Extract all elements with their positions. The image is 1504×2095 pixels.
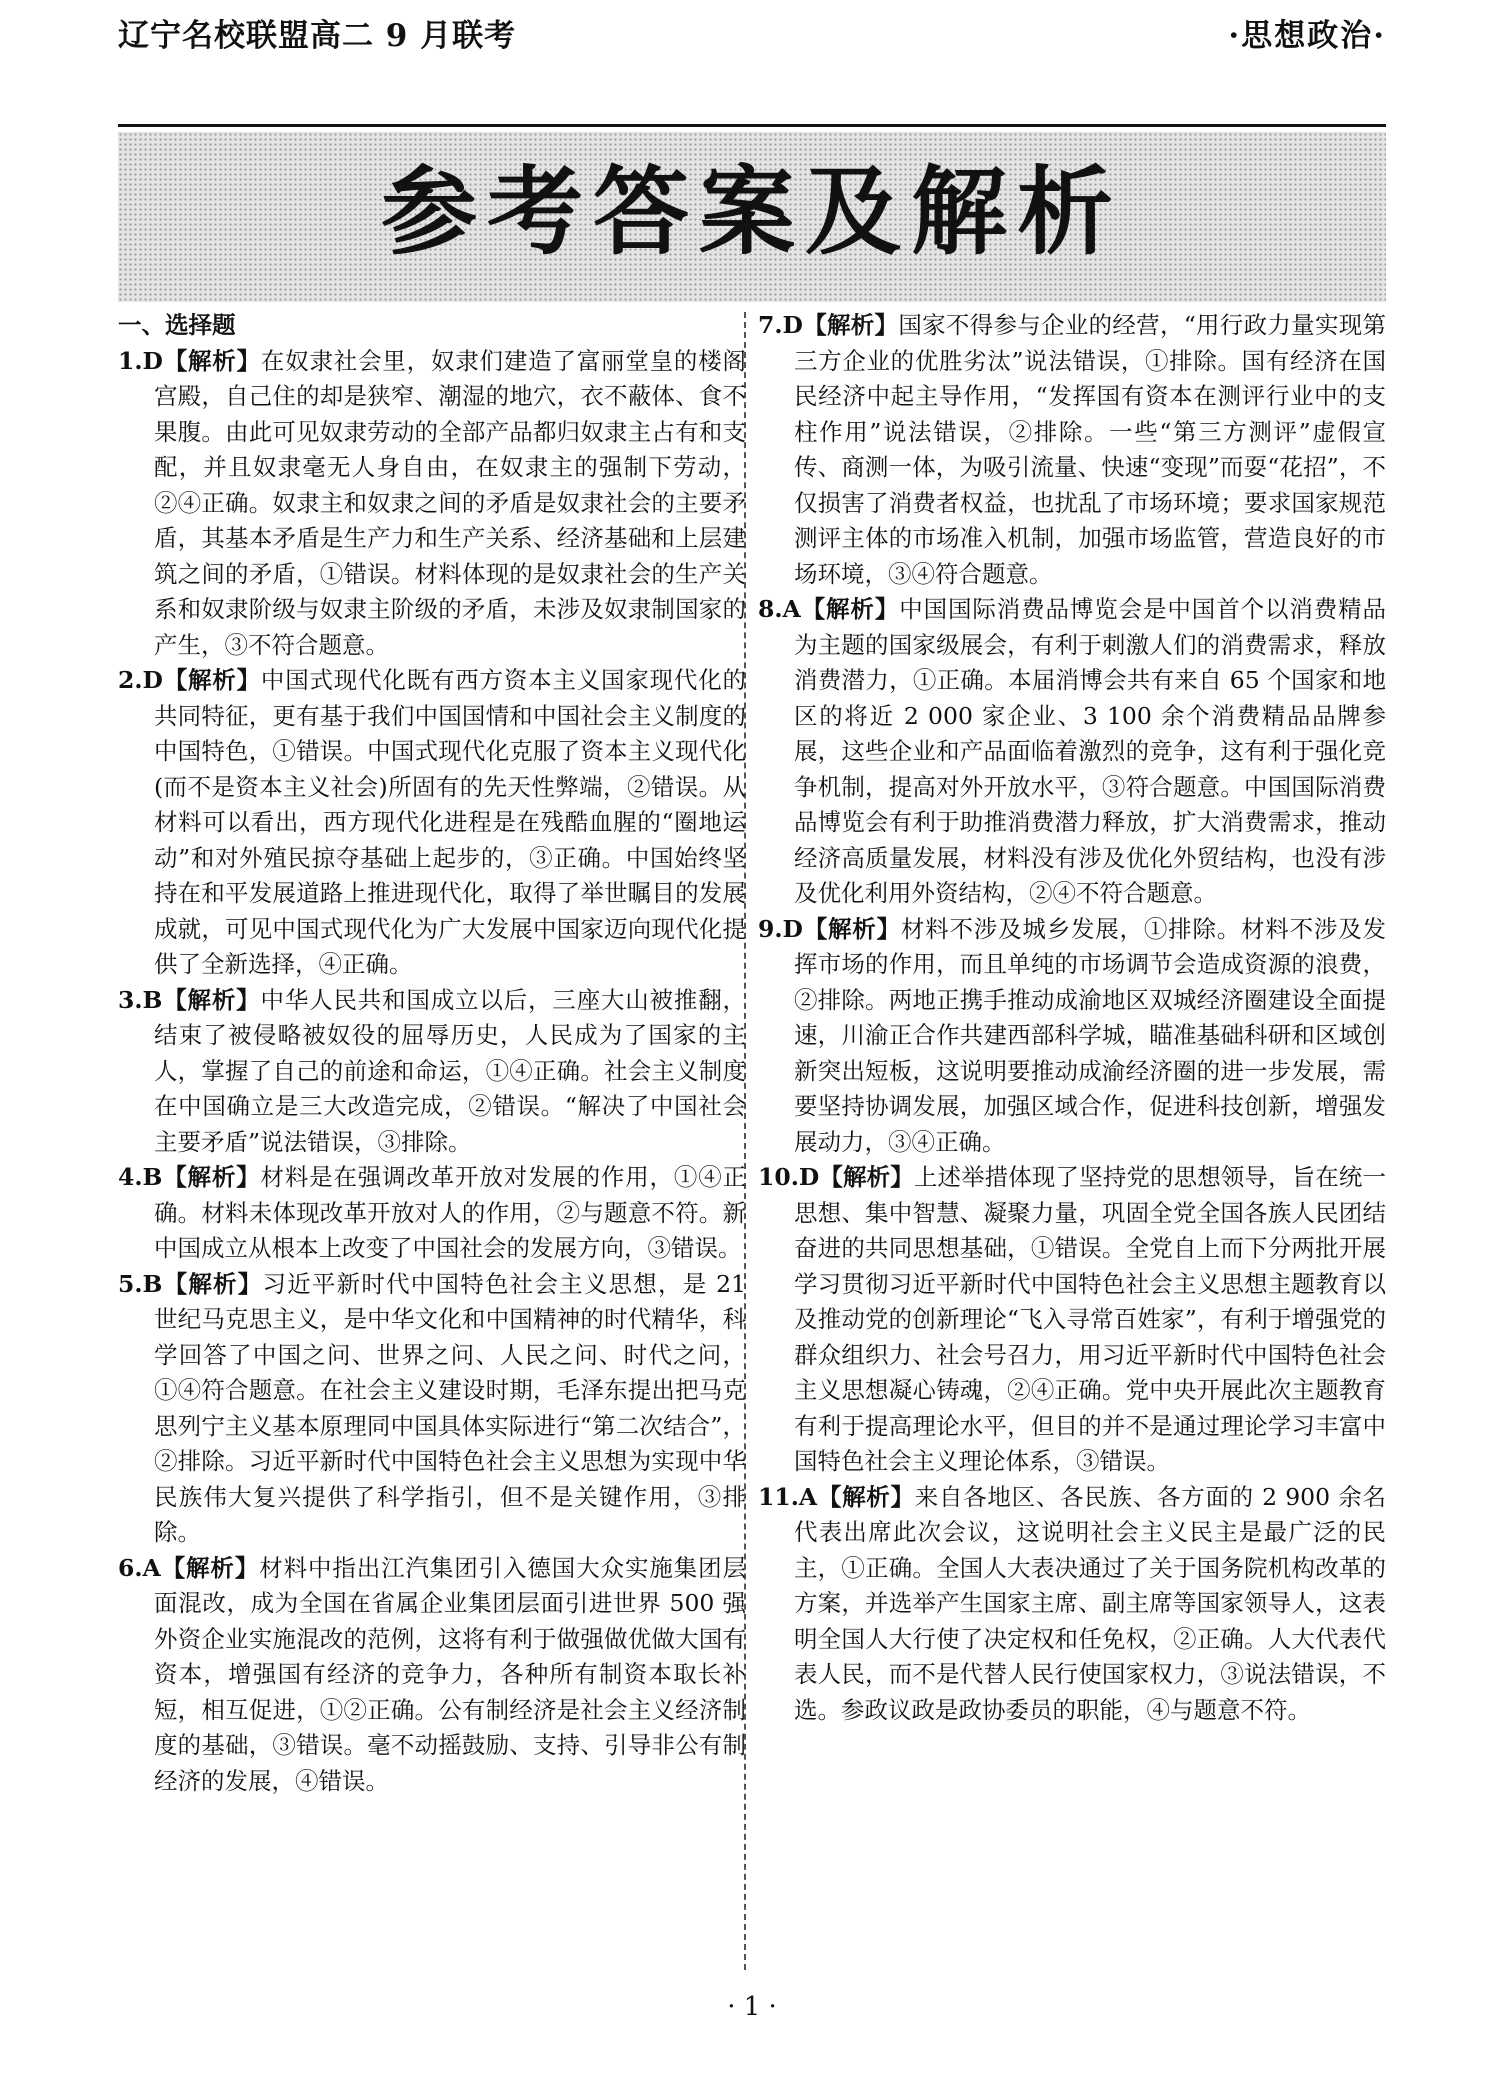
- answer-text: 国家不得参与企业的经营，“用行政力量实现第三方企业的优胜劣汰”说法错误，①排除。国有经济在国民经济中起主导作用，“发挥国有资本在测评行业中的支柱作用”说法错误，②排除。一些“第三方测评”虚假宣传、商测一体，为吸引流量、快速“变现”而耍“花招”，不仅损害了消费者权益，也扰乱了市场环境；要求国家规范测评主体的市场准入机制，加强市场监管，营造良好的市场环境，③④符合题意。: [794, 311, 1387, 588]
- subject-label: ·思想政治·: [1228, 18, 1386, 54]
- analysis-tag: 【解析】: [162, 985, 261, 1014]
- answer-item-3: [118, 983, 746, 1161]
- exam-title: 辽宁名校联盟高二 9 月联考: [118, 18, 517, 54]
- answer-number: 7.D: [758, 311, 803, 339]
- answer-number: 10.D: [758, 1163, 820, 1191]
- answer-text: 材料中指出江汽集团引入德国大众实施集团层面混改，成为全国在省属企业集团层面引进世界 500 强外资企业实施混改的范例，这将有利于做强做优做大国有资本，增强国有经济的竞争力，各种所有制资本取长补短，相互促进，①②正确。公有制经济是社会主义经济制度的基础，③错误。毫不动摇鼓励、支持、引导非公有制经济的发展，④错误。: [154, 1553, 747, 1795]
- answer-text: 在奴隶社会里，奴隶们建造了富丽堂皇的楼阁宫殿，自己住的却是狭窄、潮湿的地穴，衣不蔽体、食不果腹。由此可见奴隶劳动的全部产品都归奴隶主占有和支配，并且奴隶毫无人身自由，在奴隶主的强制下劳动，②④正确。奴隶主和奴隶之间的矛盾是奴隶社会的主要矛盾，其基本矛盾是生产力和生产关系、经济基础和上层建筑之间的矛盾，①错误。材料体现的是奴隶社会的生产关系和奴隶阶级与奴隶主阶级的矛盾，未涉及奴隶制国家的产生，③不符合题意。: [154, 346, 747, 659]
- page-number: · 1 ·: [727, 1992, 777, 2022]
- answer-item-11: [758, 1480, 1386, 1729]
- answer-number: 3.B: [118, 985, 163, 1014]
- answer-text: 上述举措体现了坚持党的思想领导，旨在统一思想、集中智慧、凝聚力量，巩固全党全国各族人民团结奋进的共同思想基础，①错误。全党自上而下分两批开展学习贯彻习近平新时代中国特色社会主义思想主题教育以及推动党的创新理论“飞入寻常百姓家”，有利于增强党的群众组织力、社会号召力，用习近平新时代中国特色社会主义思想凝心铸魂，②④正确。党中央开展此次主题教育有利于提高理论水平，但目的并不是通过理论学习丰富中国特色社会主义理论体系，③错误。: [794, 1163, 1387, 1475]
- analysis-tag: 【解析】: [802, 914, 901, 943]
- answer-number: 11.A: [758, 1482, 818, 1511]
- answer-text: 中华人民共和国成立以后，三座大山被推翻，结束了被侵略被奴役的屈辱历史，人民成为了国家的主人，掌握了自己的前途和命运，①④正确。社会主义制度在中国确立是三大改造完成，②错误。“解决了中国社会主要矛盾”说法错误，③排除。: [154, 985, 747, 1156]
- analysis-tag: 【解析】: [819, 1163, 914, 1191]
- analysis-tag: 【解析】: [817, 1482, 915, 1511]
- answer-text: 材料不涉及城乡发展，①排除。材料不涉及发挥市场的作用，而且单纯的市场调节会造成资源的浪费，②排除。两地正携手推动成渝地区双城经济圈建设全面提速，川渝正合作共建西部科学城，瞄准基础科研和区域创新突出短板，这说明要推动成渝经济圈的进一步发展，需要坚持协调发展，加强区域合作，促进科技创新，增强发展动力，③④正确。: [794, 914, 1387, 1156]
- answer-number: 4.B: [118, 1163, 163, 1191]
- analysis-tag: 【解析】: [800, 595, 900, 623]
- analysis-tag: 【解析】: [162, 1163, 261, 1191]
- page-title: 参考答案及解析: [381, 156, 1123, 268]
- answer-item-8: [758, 592, 1386, 912]
- answer-item-9: [758, 912, 1386, 1161]
- answer-text: 中国国际消费品博览会是中国首个以消费精品为主题的国家级展会，有利于刺激人们的消费需求，释放消费潜力，①正确。本届消博会共有来自 65 个国家和地区的将近 2 000 家企业、3 100 余个消费精品品牌参展，这些企业和产品面临着激烈的竞争，这有利于强化竞争机制，提高对外开放水平，③符合题意。中国国际消费品博览会有利于助推消费潜力释放，扩大消费需求，推动经济高质量发展，材料没有涉及优化外贸结构，也没有涉及优化利用外资结构，②④不符合题意。: [794, 595, 1387, 907]
- answer-item-5: [118, 1267, 746, 1551]
- answer-number: 8.A: [758, 595, 801, 623]
- answer-number: 1.D: [118, 346, 163, 375]
- answer-text: 习近平新时代中国特色社会主义思想，是 21 世纪马克思主义，是中华文化和中国精神的时代精华，科学回答了中国之问、世界之问、人民之问、时代之问，①④符合题意。在社会主义建设时期，毛泽东提出把马克思列宁主义基本原理同中国具体实际进行“第二次结合”，②排除。习近平新时代中国特色社会主义思想为实现中华民族伟大复兴提供了科学指引，但不是关键作用，③排除。: [154, 1269, 747, 1546]
- analysis-tag: 【解析】: [160, 1553, 260, 1582]
- analysis-tag: 【解析】: [802, 311, 899, 339]
- analysis-tag: 【解析】: [162, 346, 261, 375]
- answer-text: 材料是在强调改革开放对发展的作用，①④正确。材料未体现改革开放对人的作用，②与题意不符。新中国成立从根本上改变了中国社会的发展方向，③错误。: [154, 1163, 747, 1262]
- answer-number: 5.B: [118, 1269, 163, 1298]
- analysis-tag: 【解析】: [162, 666, 261, 694]
- right-column: [758, 308, 1386, 1728]
- page-header: [118, 0, 1386, 127]
- answer-text: 中国式现代化既有西方资本主义国家现代化的共同特征，更有基于我们中国国情和中国社会主义制度的中国特色，①错误。中国式现代化克服了资本主义现代化(而不是资本主义社会)所固有的先天性弊端，②错误。从材料可以看出，西方现代化进程是在残酷血腥的“圈地运动”和对外殖民掠夺基础上起步的，③正确。中国始终坚持在和平发展道路上推进现代化，取得了举世瞩目的发展成就，可见中国式现代化为广大发展中国家迈向现代化提供了全新选择，④正确。: [154, 666, 747, 978]
- left-column: [118, 308, 746, 1799]
- section-title: 一、选择题: [118, 311, 236, 339]
- answer-item-1: [118, 344, 746, 664]
- answer-item-4: [118, 1160, 746, 1267]
- answer-item-2: [118, 663, 746, 983]
- answer-text: 来自各地区、各民族、各方面的 2 900 余名代表出席此次会议，这说明社会主义民主是最广泛的民主，①正确。全国人大表决通过了关于国务院机构改革的方案，并选举产生国家主席、副主席等国家领导人，这表明全国人大行使了决定权和任免权，②正确。人大代表代表人民，而不是代替人民行使国家权力，③说法错误，不选。参政议政是政协委员的职能，④与题意不符。: [794, 1482, 1387, 1724]
- answer-number: 6.A: [118, 1553, 161, 1582]
- title-banner: [118, 132, 1386, 302]
- answer-number: 9.D: [758, 914, 803, 943]
- answer-item-6: [118, 1551, 746, 1800]
- answer-item-10: [758, 1160, 1386, 1480]
- answer-item-7: [758, 308, 1386, 592]
- analysis-tag: 【解析】: [162, 1269, 263, 1298]
- answer-number: 2.D: [118, 666, 163, 694]
